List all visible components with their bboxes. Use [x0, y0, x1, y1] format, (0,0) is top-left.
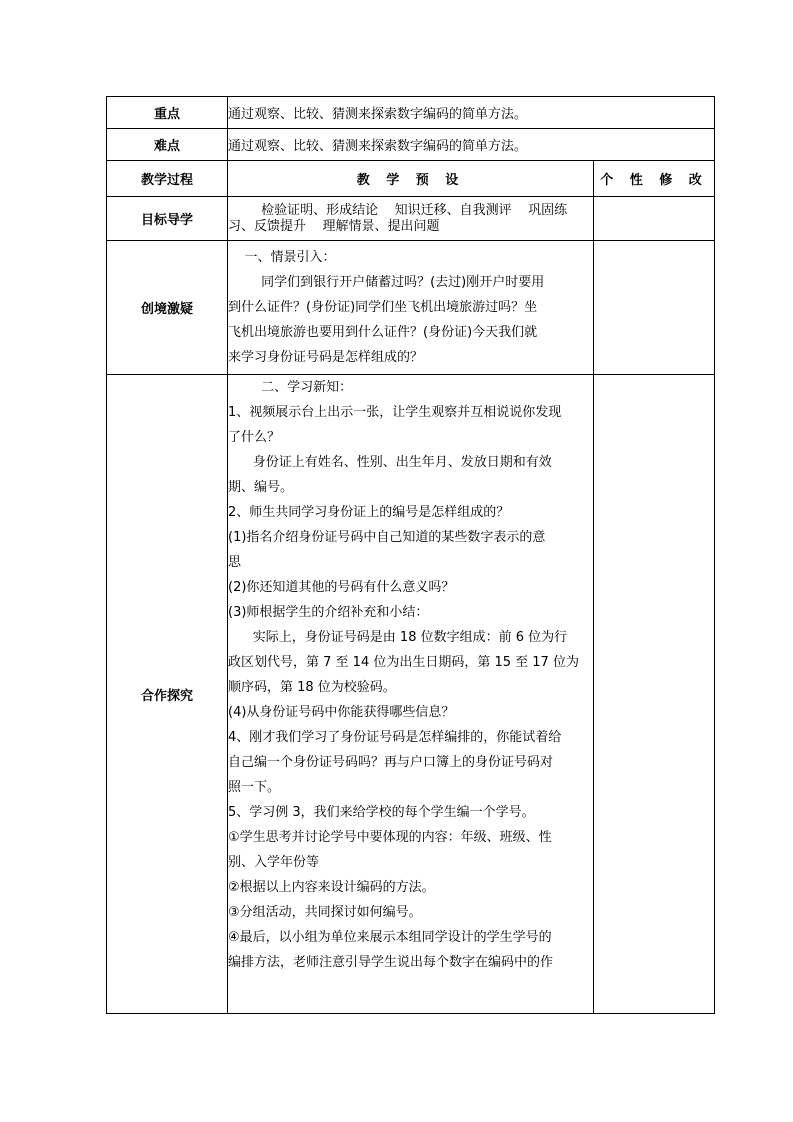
situation-row: [107, 241, 715, 375]
goal-content: [228, 197, 594, 241]
key-point-text: 通过观察、比较、猜测来探索数字编码的简单方法。: [228, 97, 715, 129]
difficult-point-text: 通过观察、比较、猜测来探索数字编码的简单方法。: [228, 129, 715, 161]
explore-content: [228, 375, 594, 1014]
header-plan: 教 学 预 设: [228, 161, 594, 197]
header-row: [107, 161, 715, 197]
explore-line: 1、视频展示台上出示一张，让学生观察并互相说说你发现: [228, 405, 562, 420]
explore-line: 编排方法，老师注意引导学生说出每个数字在编码中的作: [228, 955, 554, 970]
explore-line: 自己编一个身份证号码吗？再与户口簿上的身份证号码对: [228, 755, 554, 770]
explore-line: 政区划代号，第 7 至 14 位为出生日期码，第 15 至 17 位为: [228, 655, 579, 670]
goal-line: 习、反馈提升 理解情景、提出问题: [228, 218, 440, 234]
situation-content: [228, 241, 594, 375]
explore-line: 2、师生共同学习身份证上的编号是怎样组成的？: [228, 505, 510, 520]
explore-line: (1)指名介绍身份证号码中自己知道的某些数字表示的意: [228, 530, 546, 545]
situation-line: 一、情景引入：: [228, 250, 336, 265]
explore-line: 别、入学年份等: [228, 855, 320, 870]
situation-line: 到什么证件？(身份证)同学们坐飞机出境旅游过吗？坐: [228, 300, 538, 315]
situation-revision-cell: [594, 241, 715, 375]
goal-line: 检验证明、形成结论 知识迁移、自我测评 巩固练: [228, 202, 568, 218]
explore-line: ②根据以上内容来设计编码的方法。: [228, 880, 435, 895]
explore-line: 实际上，身份证号码是由 18 位数字组成：前 6 位为行: [228, 630, 568, 645]
goal-revision-cell: [594, 197, 715, 241]
difficult-point-label: 难点: [107, 129, 228, 161]
header-process: 教学过程: [107, 161, 228, 197]
explore-line: 5、学习例 3，我们来给学校的每个学生编一个学号。: [228, 805, 535, 820]
explore-line: ①学生思考并讨论学号中要体现的内容：年级、班级、性: [228, 830, 552, 845]
situation-line: 飞机出境旅游也要用到什么证件？(身份证)今天我们就: [228, 325, 538, 340]
explore-row: [107, 375, 715, 1014]
lesson-plan-table: [106, 96, 715, 1014]
explore-line: 4、刚才我们学习了身份证号码是怎样编排的，你能试着给: [228, 730, 562, 745]
situation-label: 创境激疑: [107, 241, 228, 375]
goal-row: [107, 197, 715, 241]
explore-line: ④最后，以小组为单位来展示本组同学设计的学生学号的: [228, 930, 552, 945]
header-revision: 个 性 修 改: [594, 161, 715, 197]
explore-line: 了什么？: [228, 430, 281, 445]
explore-line: 顺序码，第 18 位为校验码。: [228, 680, 396, 695]
explore-line: (2)你还知道其他的号码有什么意义吗？: [228, 580, 455, 595]
explore-line: ③分组活动，共同探讨如何编号。: [228, 905, 422, 920]
explore-line: 期、编号。: [228, 480, 294, 495]
explore-revision-cell: [594, 375, 715, 1014]
key-point-row: [107, 97, 715, 129]
explore-label: 合作探究: [107, 375, 228, 1014]
explore-line: (3)师根据学生的介绍补充和小结：: [228, 605, 429, 620]
situation-line: 同学们到银行开户储蓄过吗？(去过)刚开户时要用: [228, 275, 545, 290]
explore-line: 思: [228, 555, 242, 570]
situation-line: 来学习身份证号码是怎样组成的？: [228, 350, 424, 365]
goal-label: 目标导学: [107, 197, 228, 241]
explore-line: 照一下。: [228, 780, 281, 795]
key-point-label: 重点: [107, 97, 228, 129]
explore-line: 二、学习新知：: [228, 380, 353, 395]
explore-line: (4)从身份证号码中你能获得哪些信息？: [228, 705, 455, 720]
explore-line: 身份证上有姓名、性别、出生年月、发放日期和有效: [228, 455, 552, 470]
difficult-point-row: [107, 129, 715, 161]
